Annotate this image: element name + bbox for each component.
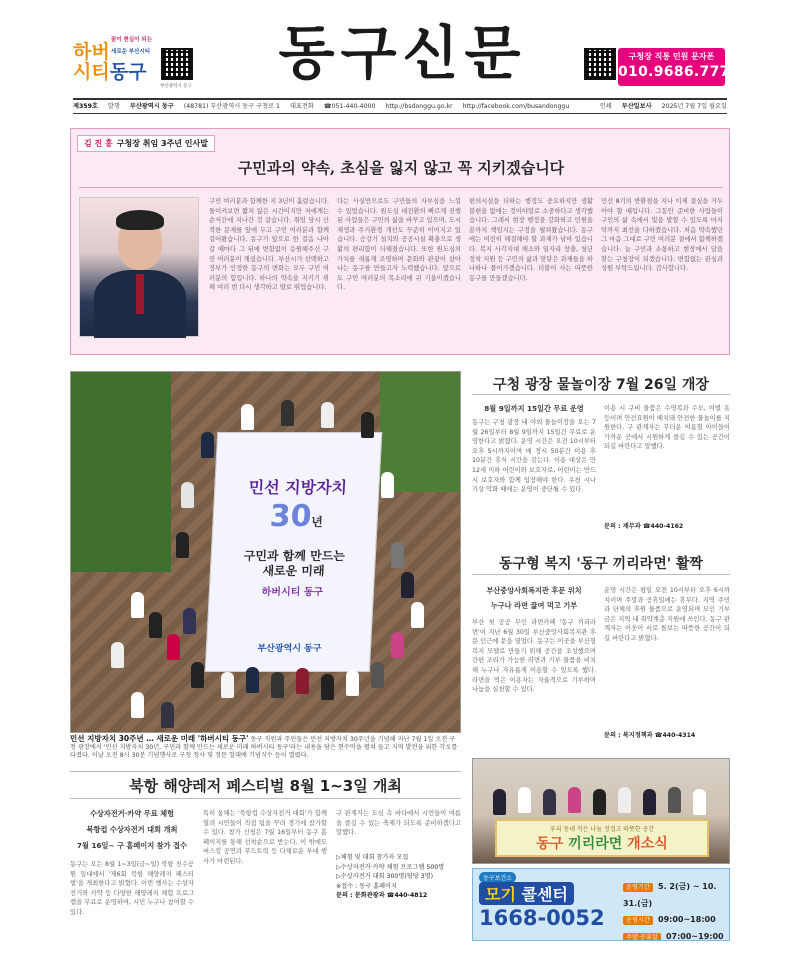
mayor-hotline-box bbox=[618, 48, 740, 86]
photo-person bbox=[131, 592, 144, 618]
anniversary-banner-cloth bbox=[205, 432, 383, 672]
ad-period-label: 운영기간 bbox=[623, 883, 653, 892]
banner-small-text: 우리 동네 작은 나눔 정겹고 따뜻한 공간 bbox=[549, 826, 655, 833]
banner-30-years: 30년 bbox=[268, 499, 324, 534]
article-tag bbox=[77, 135, 215, 152]
photo-person bbox=[668, 787, 681, 813]
logo-slogan-top: 꿈이 현실이 되는 bbox=[111, 37, 153, 43]
anniversary-group-photo bbox=[70, 371, 461, 733]
address: (48781) 부산광역시 동구 구청로 1 bbox=[183, 103, 280, 110]
photo-person bbox=[201, 432, 214, 458]
festival-subhead-2: 북항컵 수상자전거 대회 개최 bbox=[86, 825, 178, 834]
ramen-body-2: 운영 시간은 평일 오전 10시부터 오후 6시까지이며 주말과 공휴일에는 휴무다. 지역 주민과 단체의 후원 물품으로 운영되며 모인 기부금은 지역 내 취약계층 지원에 쓰인다. 동구 관계자는 이웃이 서로 돌보는 따뜻한 공간이 되길 바란다고 밝혔다. bbox=[604, 587, 730, 642]
tag-text: 구청장 취임 3주년 인사말 bbox=[116, 139, 208, 148]
lead-column-2: 다는 사실만으로도 구민들의 자부심을 느낄 수 있었습니다. 원도심 대전환의 빠르게 진행된 사업들은 구민의 삶을 바꾸고 있으며, 도시재생과 주거환경 개선도 꾸준히 이어지고 있습니다. 승강기 설치와 공공시설 확충으로 생활의 편리함이 더해졌습니다. 또한 원도심의 가치를 새롭게 조명하며 문화와 관광이 살아나는 동구를 만들고자 노력했습니다. 앞으로도 구민 여러분의 목소리에 귀 기울이겠습니다. bbox=[337, 198, 461, 292]
website-link[interactable]: http://bsdonggu.go.kr bbox=[385, 103, 453, 110]
ramen-contact: 문의 : 복지정책과 ☎440-4314 bbox=[604, 732, 696, 739]
festival-body-1: 동구는 오는 8월 1~3일(금~일) 북항 친수공원 일대에서 '제6회 북항 해양레저 페스티벌'을 개최한다고 밝혔다. 이번 행사는 수상자전거와 카약 등 다양한 해양레저 체험 프로그램을 무료로 운영하며, 시민 누구나 참여할 수 있다. bbox=[70, 861, 194, 916]
lead-headline: 구민과의 약속, 초심을 잃지 않고 꼭 지키겠습니다 bbox=[237, 159, 565, 177]
ramen-body-1: 부산 첫 공공 무인 라면카페 '동구 끼리라면'이 지난 6월 30일 부산중앙사회복지관 후문 인근에 문을 열었다. 동구는 이곳을 부산형 복지 모델로 만들기 위해 공간을 조성했으며 간편 조리가 가능한 라면과 기부 물품을 비치해 누구나 자유롭게 이용할 수 있도록 했다. 라면을 먹은 이용자는 자율적으로 기부하며 나눔을 실천할 수 있다. bbox=[472, 619, 596, 694]
photo-person bbox=[321, 674, 334, 700]
photo-person bbox=[111, 642, 124, 668]
photo-person bbox=[221, 672, 234, 698]
lead-column-1: 구민 여러분과 함께한 지 3년이 흘렀습니다. 돌이켜보면 짧지 않은 시간이지만 저에게는 순식간에 지나간 것 같습니다. 취임 당시 산적한 문제를 앞에 두고 구민 여러분과 함께 걸어왔습니다. 동구가 앞으로 한 걸음 나아갈 때마다 그 뒤에 변함없이 응원해주신 구민 여러분이 계셨습니다. 부산시가 선택하고 정부가 인정한 동구의 변화는 모두 구민 여러분의 힘입니다. 하나의 약속을 지키기 위해 여러 번 다시 생각하고 발로 뛰었습니다. bbox=[209, 198, 329, 292]
photo-person bbox=[693, 789, 706, 815]
photo-person bbox=[321, 402, 334, 428]
photo-person bbox=[593, 789, 606, 815]
logo-caption: 부산광역시 동구 bbox=[160, 84, 192, 89]
caption-body: 동구 직원과 주민들은 민선 지방자치 30주년을 기념해 지난 7월 1일 오전 구청 광장에서 '민선 지방자치 30년, 구민과 함께 만드는 새로운 미래 하버시티 동구'라는 내용을 담은 현수막을 펼쳐 들고 지역 발전을 위한 각오를 다졌다. 이날 오전 8시 30분 기념행사로 구청 청사 및 정문 일대에 기념식수 등이 열렸다. bbox=[70, 736, 458, 759]
issue-number: 제359호 bbox=[73, 103, 98, 110]
publication-info-bar bbox=[73, 98, 727, 114]
waterpark-headline: 구청 광장 물놀이장 7월 26일 개장 bbox=[493, 377, 709, 393]
photo-person bbox=[568, 787, 581, 813]
photo-person bbox=[381, 472, 394, 498]
photo-person bbox=[371, 662, 384, 688]
photo-lawn-left bbox=[71, 372, 171, 572]
photo-person bbox=[176, 532, 189, 558]
hotline-number: 010.9686.7776 bbox=[618, 64, 740, 80]
photo-person bbox=[191, 662, 204, 688]
festival-divider bbox=[70, 798, 461, 799]
photo-person bbox=[401, 572, 414, 598]
mayor-portrait bbox=[79, 197, 199, 337]
photo-person bbox=[346, 670, 359, 696]
logo-line2: 시티동구 bbox=[73, 61, 147, 83]
publisher-label: 발행 bbox=[107, 103, 120, 110]
headline-divider bbox=[79, 187, 723, 188]
ad-hours-label: 운영시간 bbox=[623, 916, 653, 925]
printer: 부산일보사 bbox=[621, 103, 652, 110]
photo-person bbox=[183, 608, 196, 634]
photo-person bbox=[543, 789, 556, 815]
lead-column-3: 편의시설을 더하는 행정도 중요하지만 생활 불편을 없애는 것이야말로 소중하다고 생각했습니다. 그래서 현장 행정을 강화하고 민원을 끝까지 책임지는 구정을 펼쳐왔습니다. 동구에는 여전히 해결해야 할 과제가 남아 있습니다. 복지 사각지대 해소와 일자리 창출, 청년 정착 지원 등 구민의 삶과 맞닿은 과제들을 하나하나 풀어가겠습니다. 더불어 사는 따뜻한 동구를 만들겠습니다. bbox=[469, 198, 593, 282]
ramen-opening-banner bbox=[495, 819, 709, 857]
newspaper-title: 동구신문 bbox=[278, 19, 527, 87]
ramen-headline: 동구형 복지 '동구 끼리라면' 활짝 bbox=[499, 556, 703, 572]
ad-schedule bbox=[623, 877, 727, 941]
photo-person bbox=[149, 612, 162, 638]
festival-subhead-3: 7월 16일~ 구 홈페이지 참가 접수 bbox=[77, 841, 187, 850]
banner-line1: 민선 지방자치 bbox=[248, 478, 348, 497]
festival-body-3: 구 관계자는 도심 속 바다에서 시민들이 여름을 즐길 수 있는 축제가 되도록 준비하겠다고 말했다. bbox=[336, 810, 461, 837]
photo-person bbox=[167, 634, 180, 660]
lead-column-4: 민선 8기의 반환점을 지나 이제 결실을 거두어야 할 때입니다. 그동안 준비한 사업들이 구민의 삶 속에서 빛을 발할 수 있도록 마지막까지 최선을 다하겠습니다. 처음 약속했던 그 마음 그대로 구민 여러분 곁에서 함께하겠습니다. 늘 구민과 소통하고 현장에서 답을 찾는 구청장이 되겠습니다. 변함없는 관심과 성원 부탁드립니다. 감사합니다. bbox=[601, 198, 723, 273]
banner-line2: 구민과 함께 만드는 새로운 미래 bbox=[243, 549, 346, 578]
phone-label: 대표전화 bbox=[289, 103, 314, 110]
banner-bottom: 부산광역시 동구 bbox=[257, 644, 322, 654]
ad-weekend-label: 주말·공휴일 bbox=[623, 933, 661, 941]
photo-person bbox=[411, 602, 424, 628]
ad-title: 모기 콜센터 bbox=[479, 882, 574, 905]
photo-person bbox=[181, 482, 194, 508]
hotline-label: 구청장 직통 민원 문자폰 bbox=[628, 52, 715, 61]
festival-subhead-1: 수상자전거·카약 무료 체험 bbox=[89, 809, 175, 818]
photo-person bbox=[271, 672, 284, 698]
festival-contact: 문의 : 문화관광과 ☎440-4812 bbox=[336, 892, 428, 899]
photo-person bbox=[391, 632, 404, 658]
waterpark-subhead: 8월 9일까지 15일간 무료 운영 bbox=[484, 404, 584, 413]
ad-phone-number[interactable]: 1668-0052 bbox=[479, 906, 605, 930]
ramen-subhead-2: 누구나 라면 끓여 먹고 기부 bbox=[490, 601, 578, 610]
logo-slogan-mid: 새로운 부산시티 bbox=[111, 49, 151, 55]
festival-list-item: ※접수 : 동구 홈페이지 bbox=[336, 882, 397, 890]
festival-details-list bbox=[336, 853, 461, 901]
festival-body-2: 특히 올해는 '북항컵 수상자전거 대회'가 함께 열려 시민들이 직접 팀을 꾸려 경기에 참가할 수 있다. 참가 신청은 7월 16일부터 동구 홈페이지를 통해 선착순으로 받는다. 이 밖에도 버스킹 공연과 푸드트럭 등 다채로운 부대 행사가 마련된다. bbox=[203, 810, 327, 865]
district-logo bbox=[73, 38, 158, 88]
facebook-link[interactable]: http://facebook.com/busandonggu bbox=[462, 103, 570, 110]
main-photo-caption bbox=[70, 735, 461, 760]
ramen-divider bbox=[472, 574, 730, 575]
ad-tag: 동구보건소 bbox=[479, 872, 516, 883]
ramen-opening-photo bbox=[472, 758, 730, 864]
banner-line4: 하버시티 동구 bbox=[261, 587, 324, 598]
photo-person bbox=[131, 692, 144, 718]
qr-code-left[interactable] bbox=[161, 48, 193, 80]
photo-person bbox=[361, 412, 374, 438]
festival-list-item: ▷수상자전거 대회 300명(팀당 3명) bbox=[336, 873, 433, 880]
waterpark-body-1: 동구는 구청 광장 내 야외 물놀이장을 오는 7월 26일부터 8월 9일까지 15일간 무료로 운영한다고 밝혔다. 운영 시간은 오전 10시부터 오후 5시까지이며 매 정시 50분간 이용 후 10분간 휴식 시간을 갖는다. 이용 대상은 만 12세 이하 어린이와 보호자로, 어린이는 반드시 보호자와 함께 입장해야 한다. 우천 시나 기상 악화 때에는 운영이 중단될 수 있다. bbox=[472, 419, 596, 494]
qr-code-right[interactable] bbox=[584, 48, 616, 80]
waterpark-contact: 문의 : 재무과 ☎440-4162 bbox=[604, 523, 684, 530]
mosquito-callcenter-ad bbox=[472, 868, 730, 941]
caption-title: 민선 지방자치 30주년 … 새로운 미래 '하버시티 동구' bbox=[70, 734, 249, 743]
waterpark-divider bbox=[472, 394, 730, 395]
publisher: 부산광역시 동구 bbox=[129, 103, 174, 110]
logo-line1: 하버 bbox=[73, 41, 110, 63]
photo-person bbox=[296, 668, 309, 694]
ad-hours: 09:00~18:00 bbox=[658, 915, 716, 924]
ad-period: 5. 2(금) ~ 10. 31.(금) bbox=[623, 882, 717, 908]
photo-person bbox=[161, 702, 174, 728]
banner-big-text: 동구 끼리라면 개소식 bbox=[536, 836, 668, 852]
ramen-subhead-1: 부산중앙사회복지관 후문 위치 bbox=[486, 586, 582, 595]
print-label: 인쇄 bbox=[599, 103, 612, 110]
issue-date: 2025년 7월 7일 월요일 bbox=[661, 103, 727, 110]
photo-person bbox=[246, 667, 259, 693]
ad-weekend: 07:00~19:00 bbox=[665, 932, 724, 941]
portrait-tie bbox=[136, 274, 144, 314]
tag-name: 김 진 홍 bbox=[84, 139, 113, 148]
photo-person bbox=[618, 787, 631, 813]
phone: ☎051-440-4000 bbox=[323, 103, 376, 110]
photo-person bbox=[643, 789, 656, 815]
photo-person bbox=[391, 542, 404, 568]
portrait-hair bbox=[116, 210, 164, 230]
festival-list-item: ▷수상자전거·카약 체험 프로그램 500명 bbox=[336, 863, 445, 871]
photo-person bbox=[493, 789, 506, 815]
festival-headline: 북항 해양레저 페스티벌 8월 1~3일 개최 bbox=[70, 771, 461, 796]
photo-person bbox=[241, 404, 254, 430]
mayor-anniversary-article bbox=[70, 128, 730, 355]
waterpark-body-2: 이용 시 구비 물품은 수영복과 수모, 여벌 옷 등이며 안전요원이 배치돼 안전한 물놀이를 지원한다. 구 관계자는 무더운 여름철 아이들이 가까운 곳에서 시원하게 즐길 수 있는 공간이 되길 바란다고 말했다. bbox=[604, 405, 730, 451]
festival-list-item: ▷체험 및 대회 참가자 모집 bbox=[336, 854, 409, 861]
photo-person bbox=[281, 400, 294, 426]
photo-person bbox=[518, 787, 531, 813]
